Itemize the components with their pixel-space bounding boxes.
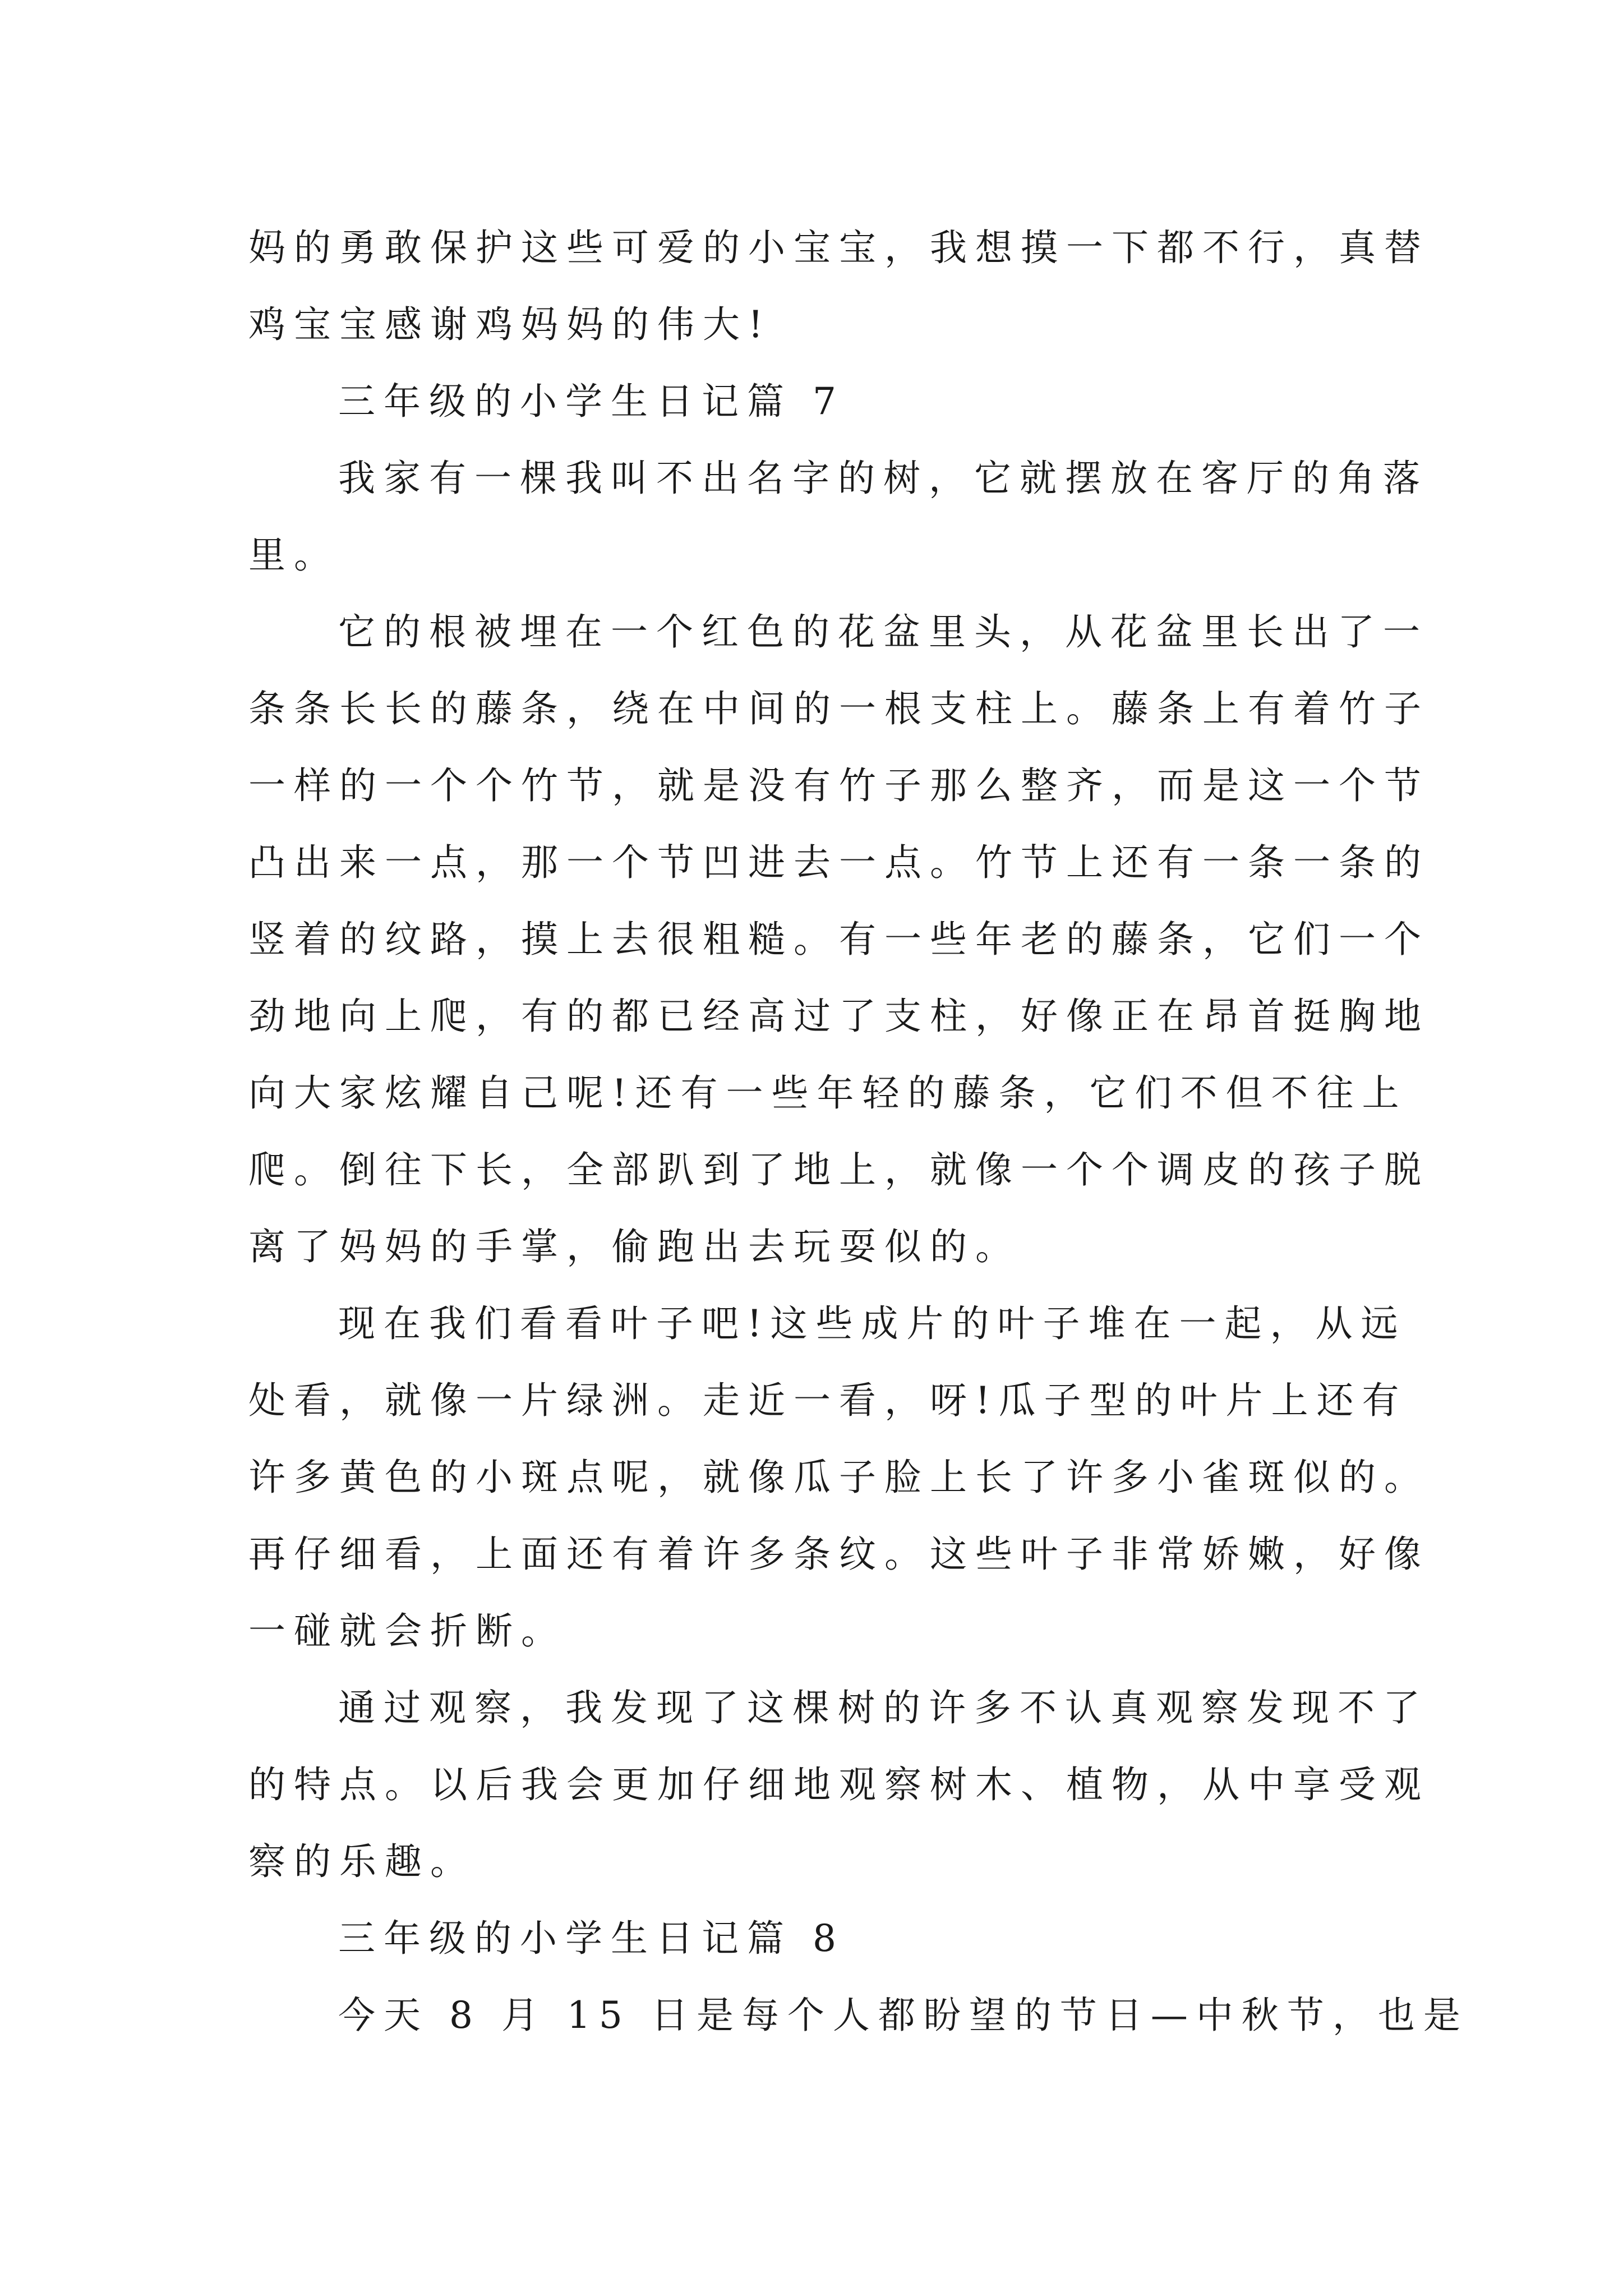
text-line: 的特点。以后我会更加仔细地观察树木、植物，从中享受观 [248,1763,1430,1806]
text-line: 再仔细看，上面还有着许多条纹。这些叶子非常娇嫩，好像 [248,1533,1430,1576]
text-line: 条条长长的藤条，绕在中间的一根支柱上。藤条上有着竹子 [248,687,1430,730]
text-line: 三年级的小学生日记篇 8 [338,1917,845,1960]
text-line: 三年级的小学生日记篇 7 [338,380,845,423]
text-line: 里。 [248,533,339,577]
text-line: 妈的勇敢保护这些可爱的小宝宝，我想摸一下都不行，真替 [248,226,1430,269]
text-line: 劲地向上爬，有的都已经高过了支柱，好像正在昂首挺胸地 [248,995,1430,1038]
text-line: 一样的一个个竹节，就是没有竹子那么整齐，而是这一个节 [248,764,1430,807]
text-line: 许多黄色的小斑点呢，就像瓜子脸上长了许多小雀斑似的。 [248,1456,1430,1499]
text-line: 察的乐趣。 [248,1840,476,1883]
text-line: 通过观察，我发现了这棵树的许多不认真观察发现不了 [338,1686,1428,1729]
text-line: 一碰就会折断。 [248,1609,566,1653]
text-line: 凸出来一点，那一个节凹进去一点。竹节上还有一条一条的 [248,841,1430,884]
text-line: 它的根被埋在一个红色的花盆里头，从花盆里长出了一 [338,610,1428,654]
text-line: 爬。倒往下长，全部趴到了地上，就像一个个调皮的孩子脱 [248,1148,1430,1191]
body-text [248,209,1469,2054]
text-line: 离了妈妈的手掌，偷跑出去玩耍似的。 [248,1225,1021,1268]
text-line: 我家有一棵我叫不出名字的树，它就摆放在客厅的角落 [338,457,1428,500]
text-line: 向大家炫耀自己呢!还有一些年轻的藤条，它们不但不往上 [248,1071,1408,1115]
text-line: 竖着的纹路，摸上去很粗糙。有一些年老的藤条，它们一个 [248,918,1430,961]
text-line: 今天 8 月 15 日是每个人都盼望的节日—中秋节，也是 [338,1994,1469,2037]
text-line: 鸡宝宝感谢鸡妈妈的伟大! [248,303,772,346]
text-line: 现在我们看看叶子吧!这些成片的叶子堆在一起，从远 [338,1302,1407,1345]
text-line: 处看，就像一片绿洲。走近一看，呀!瓜子型的叶片上还有 [248,1379,1408,1422]
